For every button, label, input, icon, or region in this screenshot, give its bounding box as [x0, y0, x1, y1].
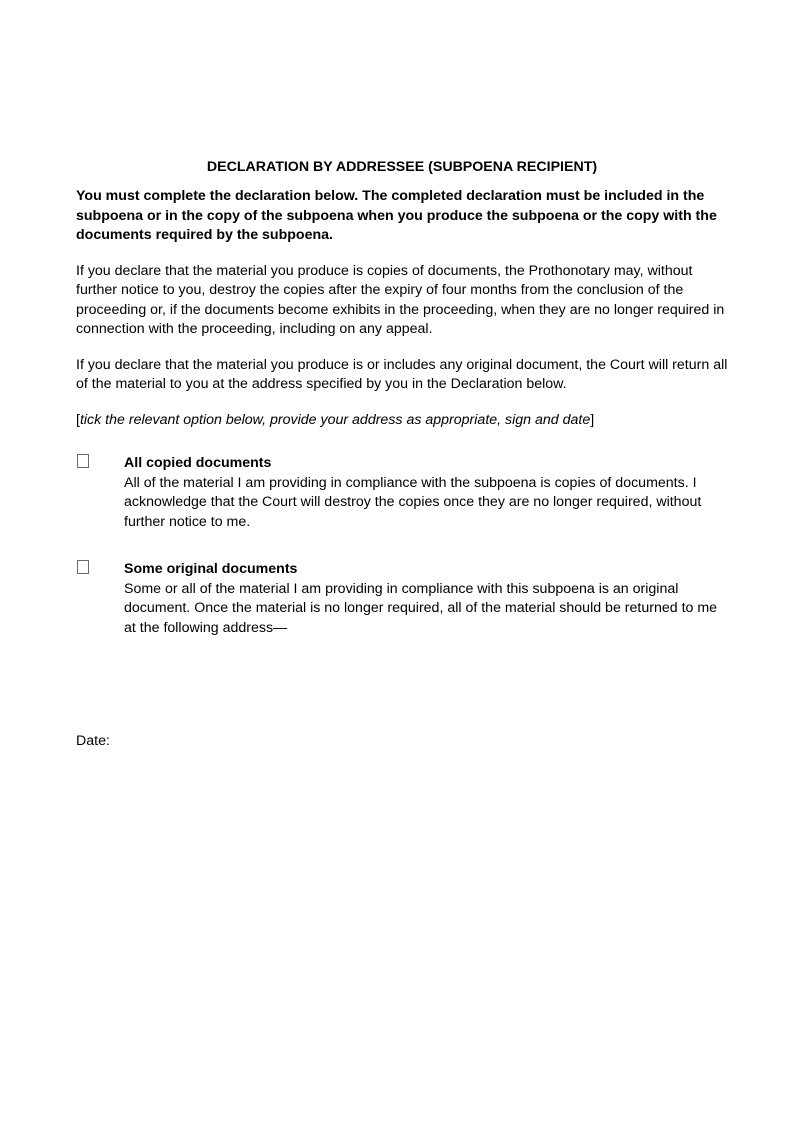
- declaration-form: [76, 157, 728, 666]
- copies-paragraph: If you declare that the material you produce is copies of documents, the Prothonotary may, without further notice to you, destroy the copies after the expiry of four months from the conclusion of the proceeding or, if the documents become exhibits in the proceeding, when they are no longer required in connection with the proceeding, including on any appeal.: [76, 262, 725, 337]
- notice-paragraph: You must complete the declaration below. The completed declaration must be included in the subpoena or in the copy of the subpoena when you produce the subpoena or the copy with the documents required by the subpoena.: [76, 188, 717, 243]
- page-title: DECLARATION BY ADDRESSEE (SUBPOENA RECIPIENT): [206, 159, 598, 175]
- instruction-bracket-close: ]: [590, 411, 595, 428]
- some-original-checkbox[interactable]: [77, 560, 89, 574]
- option-all-copied: [76, 454, 728, 532]
- all-copied-checkbox[interactable]: [77, 454, 89, 468]
- instruction-bracket-open: [: [76, 411, 80, 428]
- option-some-original: [76, 560, 728, 638]
- option-title: All copied documents: [124, 455, 272, 471]
- option-description: Some or all of the material I am providing in compliance with this subpoena is an original document. Once the material is no longer required, all of the material should be returned to me at the following address—: [124, 580, 718, 636]
- instruction-line: [76, 411, 728, 431]
- instruction-text: tick the relevant option below, provide your address as appropriate, sign and date: [79, 411, 591, 428]
- date-label: Date:: [76, 733, 110, 749]
- option-title: Some original documents: [124, 561, 298, 577]
- originals-paragraph: If you declare that the material you produce is or includes any original document, the Court will return all of the material to you at the address specified by you in the Declaration below.: [76, 356, 728, 392]
- option-description: All of the material I am providing in compliance with the subpoena is copies of documents. I acknowledge that the Court will destroy the copies once they are no longer required, without further notice to me.: [124, 474, 702, 530]
